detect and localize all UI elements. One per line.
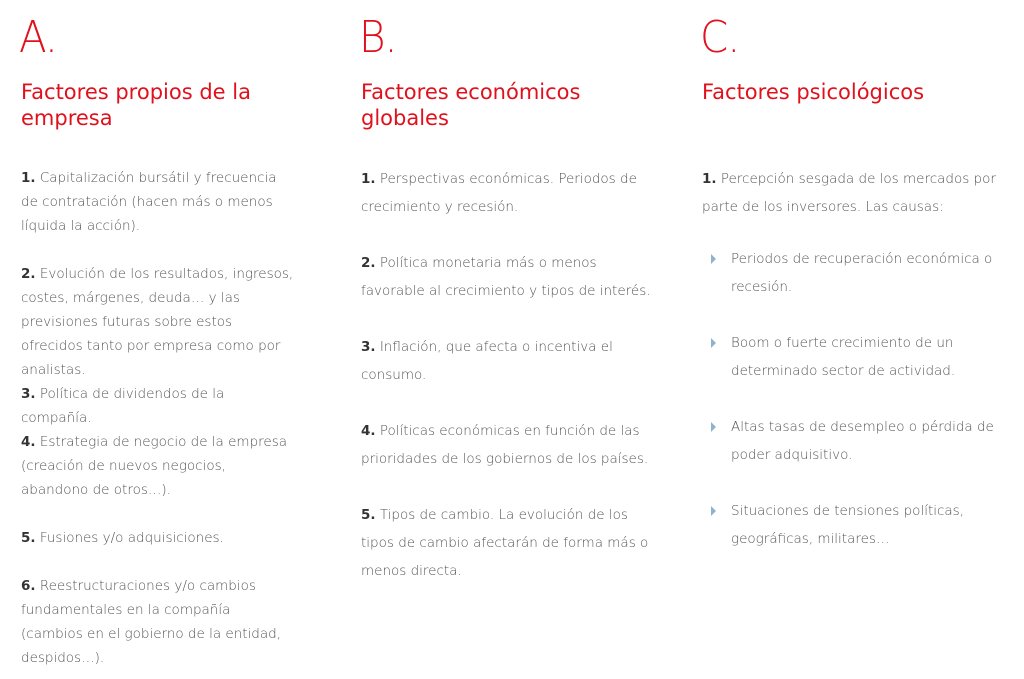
column-b-heading: Factores económicos globales: [361, 80, 581, 130]
column-c-heading: Factores psicológicos: [702, 80, 925, 104]
item-text: Fusiones y/o adquisiciones.: [35, 530, 224, 546]
factor-c-item-1: [702, 165, 1002, 221]
item-text: Políticas económicas en función de las prioridades de los gobiernos de los países.: [361, 423, 649, 467]
cause-text: Altas tasas de desempleo o pérdida de poder adquisitivo.: [731, 419, 994, 463]
factor-a-item-1: [21, 166, 296, 238]
item-text: Política monetaria más o menos favorable al crecimiento y tipos de interés.: [361, 255, 651, 299]
factor-b-item-2: [361, 249, 661, 305]
factor-a-item-5: [21, 526, 296, 550]
cause-text: Periodos de recuperación económica o recesión.: [731, 251, 993, 295]
item-number: 4.: [21, 434, 36, 450]
item-text: Política de dividendos de la compañía.: [21, 386, 225, 426]
item-text: Inflación, que afecta o incentiva el consumo.: [361, 339, 613, 383]
item-number: 1.: [21, 170, 36, 186]
column-a-heading: Factores propios de la empresa: [21, 80, 251, 130]
column-b-letter: B.: [359, 12, 397, 63]
item-number: 5.: [361, 507, 376, 523]
item-number: 3.: [21, 386, 36, 402]
item-text: Perspectivas económicas. Periodos de crecimiento y recesión.: [361, 171, 637, 215]
factor-b-item-3: [361, 333, 661, 389]
triangle-right-icon: [711, 254, 716, 264]
item-number: 4.: [361, 423, 376, 439]
item-text: Percepción sesgada de los mercados por parte de los inversores. Las causas:: [702, 171, 996, 215]
item-number: 3.: [361, 339, 376, 355]
item-number: 2.: [361, 255, 376, 271]
factor-a-item-2: [21, 262, 296, 382]
factor-b-item-1: [361, 165, 661, 221]
item-number: 1.: [361, 171, 376, 187]
cause-text: Boom o fuerte crecimiento de un determinado sector de actividad.: [731, 335, 956, 379]
item-number: 6.: [21, 578, 36, 594]
item-text: Capitalización bursátil y frecuencia de contratación (hacen más o menos líquida la acción).: [21, 170, 277, 234]
triangle-right-icon: [711, 422, 716, 432]
column-c-letter: C.: [700, 12, 740, 63]
item-text: Reestructuraciones y/o cambios fundamentales en la compañía (cambios en el gobierno de la entidad, despidos…).: [21, 578, 282, 666]
item-number: 1.: [702, 171, 717, 187]
factor-a-item-4: [21, 430, 296, 502]
item-text: Estrategia de negocio de la empresa (creación de nuevos negocios, abandono de otros…).: [21, 434, 288, 498]
triangle-right-icon: [711, 506, 716, 516]
item-number: 5.: [21, 530, 36, 546]
item-number: 2.: [21, 266, 36, 282]
item-text: Tipos de cambio. La evolución de los tipos de cambio afectarán de forma más o menos directa.: [361, 507, 649, 579]
factor-b-item-4: [361, 417, 661, 473]
factor-a-item-3: [21, 382, 296, 430]
column-a-letter: A.: [19, 12, 58, 63]
cause-text: Situaciones de tensiones políticas, geográficas, militares…: [731, 503, 965, 547]
triangle-right-icon: [711, 338, 716, 348]
item-text: Evolución de los resultados, ingresos, costes, márgenes, deuda… y las previsiones futuras sobre estos ofrecidos tanto por empresa como por analistas.: [21, 266, 294, 378]
factor-b-item-5: [361, 501, 661, 585]
factor-a-item-6: [21, 574, 296, 670]
